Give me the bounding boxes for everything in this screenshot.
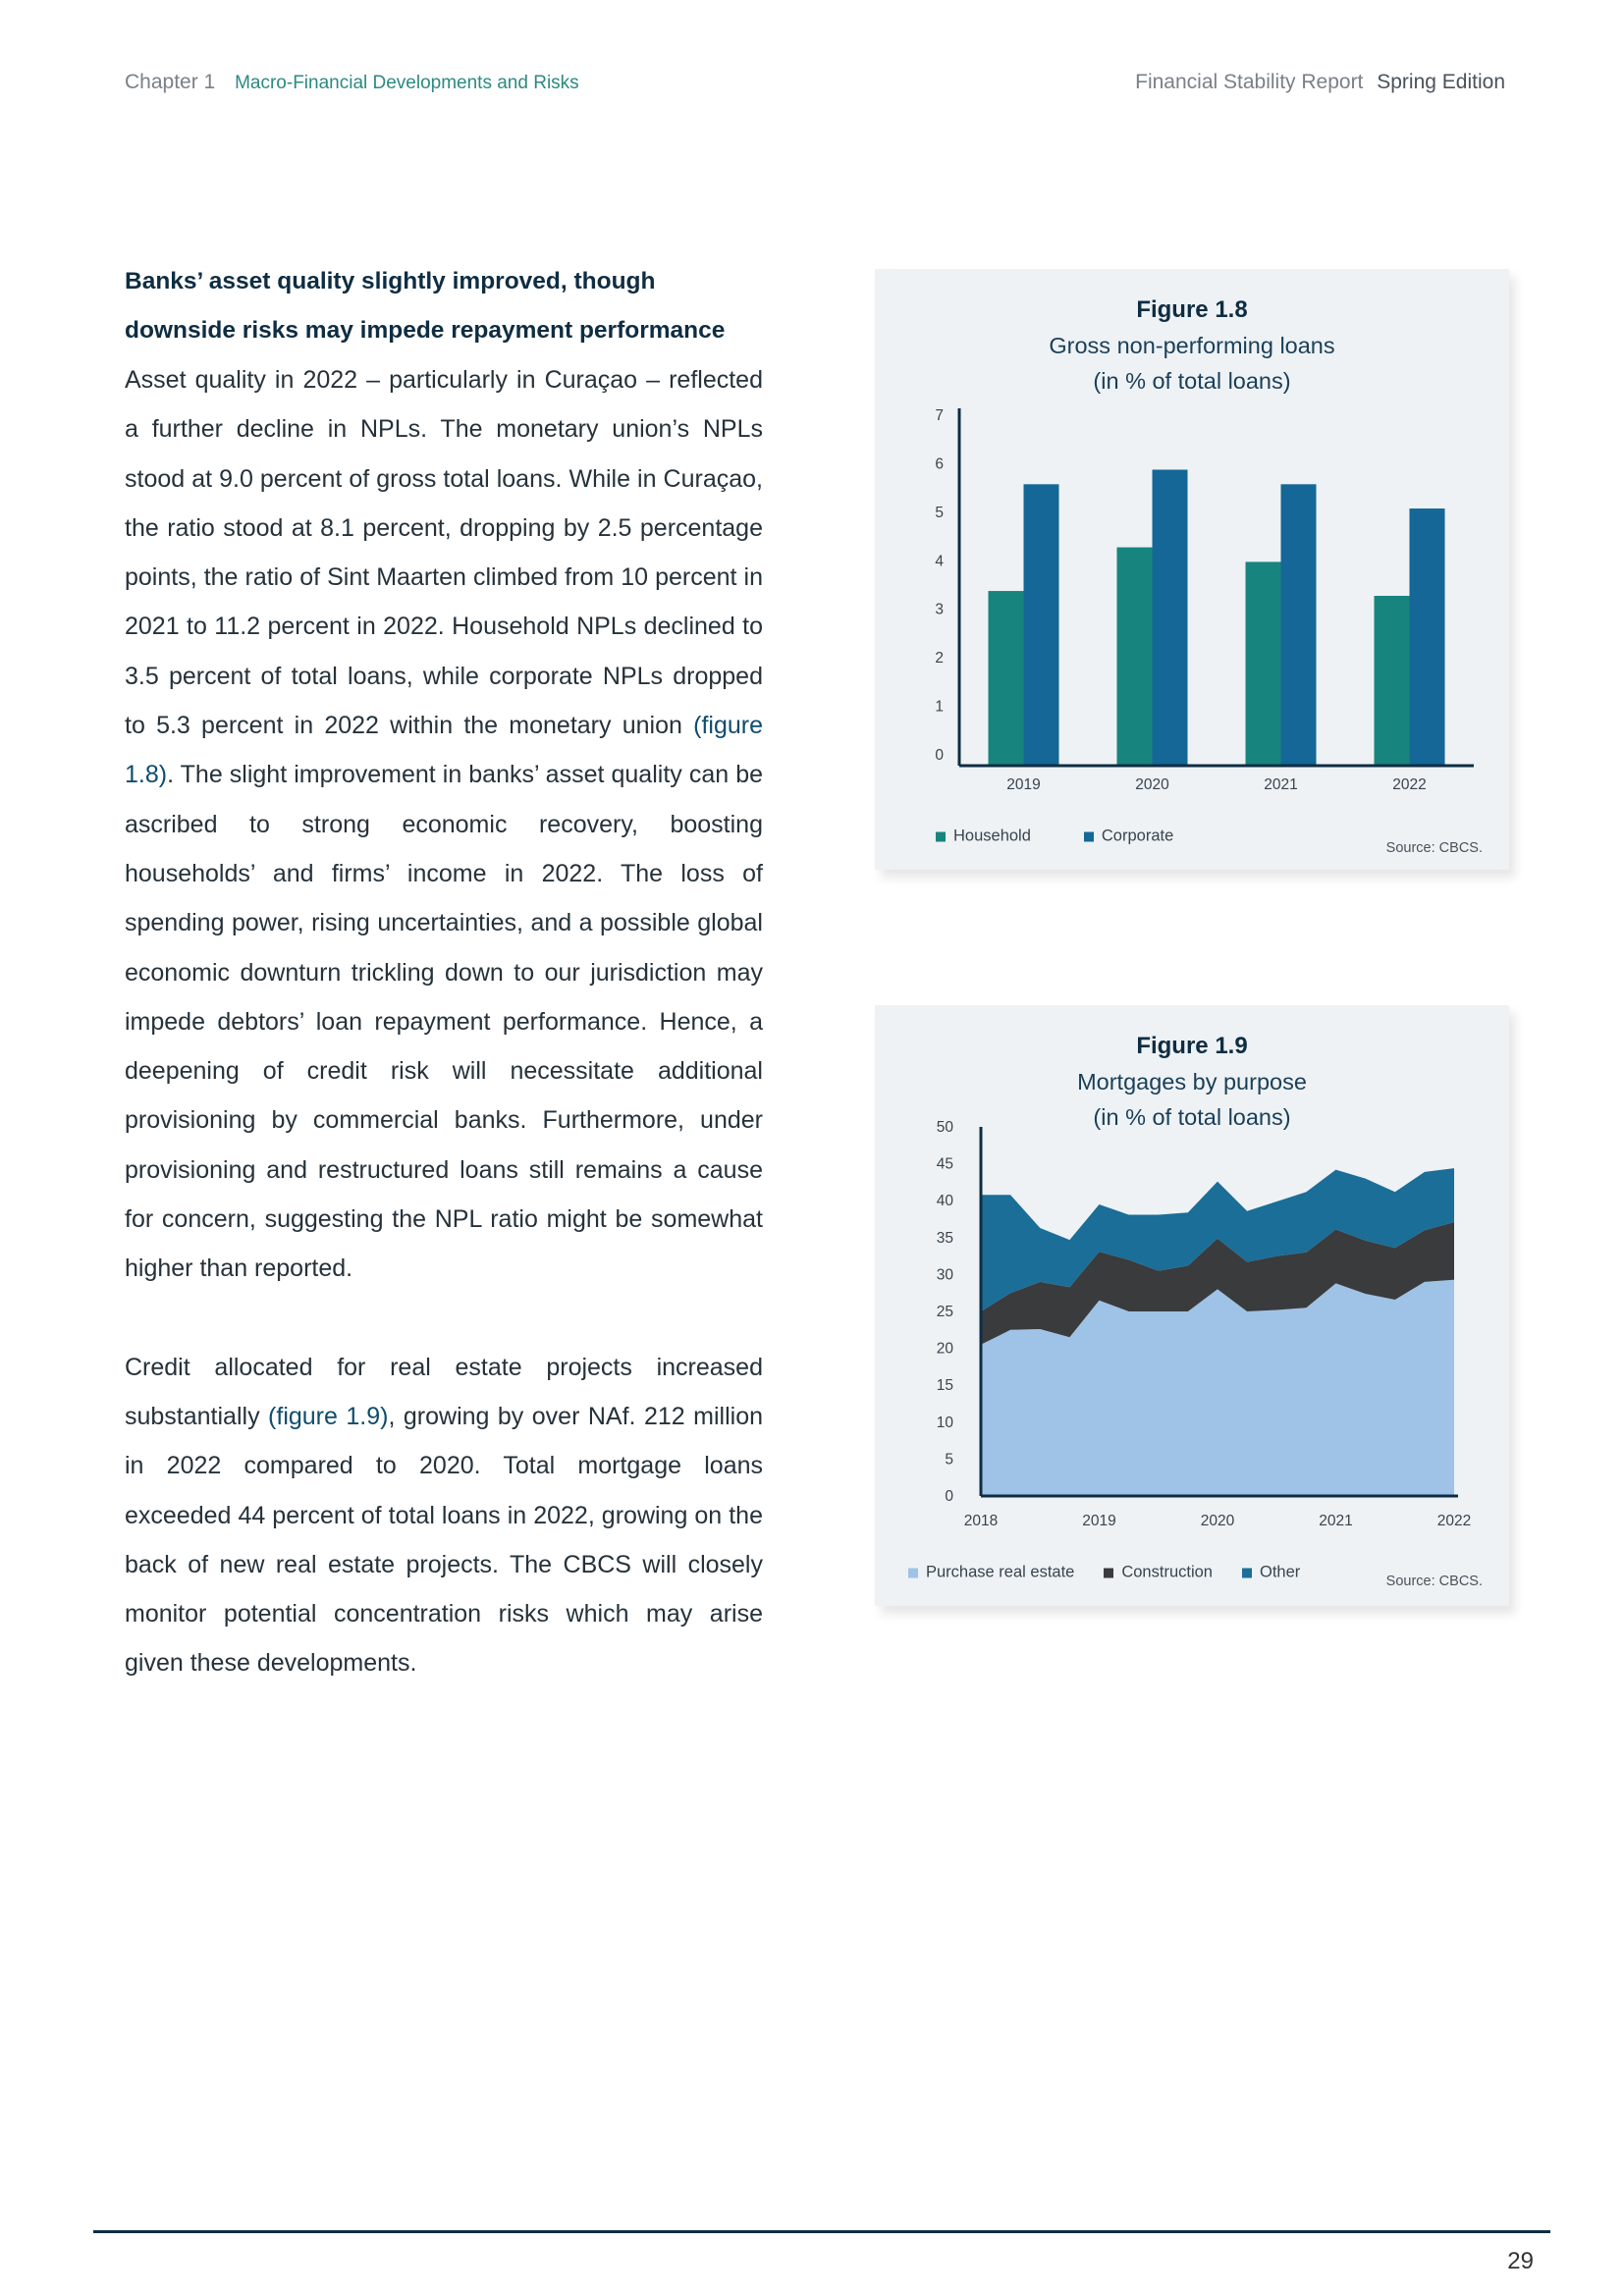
legend-label: Corporate: [1101, 827, 1174, 845]
paragraph-npl-text-b: . The slight improvement in banks’ asset quality can be ascribed to strong economic recovery, boosting households’ and firms’ income in 2022. The loss of spending power, rising uncertainties, and a possible global economic downturn trickling down to our jurisdiction may impede debtors’ loan repayment performance. Hence, a deepening of credit risk will necessitate additional provisioning by commercial banks. Furthermore, under provisioning and restructured loans still remains a cause for concern, suggesting the NPL ratio might be somewhat higher than reported.: [125, 761, 763, 1283]
mortgage-area-chart: [875, 1005, 1509, 1606]
paragraph-npl: [125, 355, 763, 1294]
figure-title-line2: (in % of total loans): [1093, 368, 1291, 394]
legend-swatch: [1242, 1568, 1252, 1577]
x-tick-label: 2018: [963, 1513, 999, 1529]
legend-swatch: [1104, 1568, 1113, 1577]
bar-corporate-2020: [1153, 469, 1188, 766]
bar-household-2021: [1246, 561, 1281, 766]
body-column: [125, 257, 763, 1688]
x-tick-label: 2022: [1392, 776, 1427, 793]
legend-item-household: [936, 828, 1031, 846]
y-tick-label: 3: [935, 601, 944, 618]
legend-item-corporate: [1084, 828, 1173, 846]
report-title: Financial Stability Report: [1135, 71, 1364, 93]
legend-swatch: [936, 831, 946, 841]
figure-1-9-source: Source: CBCS.: [1385, 1574, 1483, 1589]
bar-household-2020: [1117, 548, 1153, 766]
figure-1-8-panel: [875, 269, 1509, 870]
section-heading: Banks’ asset quality slightly improved, though downside risks may impede repayment performance: [125, 268, 726, 344]
x-tick-label: 2020: [1135, 776, 1169, 793]
page-number: 29: [1507, 2248, 1534, 2274]
edition-label: Spring Edition: [1377, 71, 1505, 93]
x-tick-label: 2019: [1082, 1513, 1116, 1529]
y-tick-label: 2: [935, 650, 944, 667]
y-tick-label: 7: [935, 407, 944, 424]
x-tick-label: 2020: [1200, 1513, 1235, 1529]
figure-1-9-panel: [875, 1005, 1509, 1606]
legend-label: Purchase real estate: [926, 1563, 1075, 1581]
section-label: Macro-Financial Developments and Risks: [235, 73, 579, 93]
figure-1-9-legend: [908, 1564, 1300, 1582]
chapter-label: Chapter 1: [125, 71, 216, 93]
paragraph-npl-text-a: Asset quality in 2022 – particularly in Curaçao – reflected a further decline in NPLs. The monetary union’s NPLs stood at 9.0 percent of gross total loans. While in Curaçao, the ratio stood at 8.1 percent, dropping by 2.5 percentage points, the ratio of Sint Maarten climbed from 10 percent in 2021 to 11.2 percent in 2022. Household NPLs declined to 3.5 percent of total loans, while corporate NPLs dropped to 5.3 percent in 2022 within the monetary union: [125, 366, 763, 740]
y-tick-label: 45: [936, 1155, 953, 1173]
y-tick-label: 40: [936, 1193, 953, 1210]
figure-1-8-legend: [936, 828, 1226, 846]
x-tick-label: 2022: [1436, 1513, 1472, 1529]
figure-title-line2: (in % of total loans): [1093, 1104, 1291, 1130]
y-tick-label: 0: [935, 747, 944, 764]
figure-number: Figure 1.9: [1136, 1033, 1248, 1059]
paragraph-re-text-a: Credit allocated for real estate projects increased substantially: [125, 1353, 763, 1430]
y-tick-label: 5: [935, 504, 944, 521]
y-tick-label: 5: [945, 1451, 953, 1468]
y-tick-label: 50: [936, 1119, 953, 1136]
figure-1-8-source: Source: CBCS.: [1385, 840, 1483, 856]
bar-household-2019: [989, 591, 1024, 766]
legend-swatch: [908, 1568, 918, 1577]
x-tick-label: 2021: [1264, 776, 1298, 793]
figure-title-line1: Mortgages by purpose: [1077, 1069, 1307, 1095]
y-tick-label: 0: [945, 1488, 953, 1505]
figure-title-line1: Gross non-performing loans: [1049, 333, 1335, 358]
legend-item-construction: [1104, 1564, 1213, 1582]
x-tick-label: 2021: [1319, 1513, 1353, 1529]
bar-corporate-2021: [1281, 484, 1317, 766]
figure-number: Figure 1.8: [1136, 296, 1248, 323]
figure-1-8-link[interactable]: (figure 1.8): [125, 712, 763, 789]
legend-item-purchase: [908, 1564, 1074, 1582]
y-tick-label: 35: [936, 1229, 953, 1247]
bar-corporate-2022: [1410, 508, 1445, 766]
y-tick-label: 10: [936, 1414, 953, 1431]
bar-household-2022: [1375, 596, 1410, 766]
bar-corporate-2019: [1024, 484, 1059, 766]
legend-swatch: [1084, 831, 1094, 841]
y-tick-label: 25: [936, 1304, 953, 1320]
paragraph-real-estate: [125, 1343, 763, 1688]
legend-label: Other: [1259, 1563, 1301, 1581]
running-header-left: [125, 71, 579, 94]
y-tick-label: 20: [936, 1340, 953, 1358]
figure-1-9-link[interactable]: (figure 1.9): [268, 1402, 389, 1430]
y-tick-label: 30: [936, 1266, 953, 1284]
legend-label: Household: [953, 827, 1031, 845]
footer-rule: [93, 2230, 1550, 2233]
npl-bar-chart: [875, 269, 1509, 870]
legend-item-other: [1242, 1564, 1300, 1582]
x-tick-label: 2019: [1006, 776, 1041, 793]
y-tick-label: 4: [935, 553, 944, 570]
y-tick-label: 6: [935, 455, 944, 473]
paragraph-re-text-b: , growing by over NAf. 212 million in 2022 compared to 2020. Total mortgage loans exceeded 44 percent of total loans in 2022, growing on the back of new real estate projects. The CBCS will closely monitor potential concentration risks which may arise given these developments.: [125, 1402, 763, 1678]
legend-label: Construction: [1121, 1563, 1213, 1581]
y-tick-label: 15: [936, 1377, 953, 1395]
y-tick-label: 1: [935, 698, 944, 716]
running-header-right: [1135, 71, 1505, 94]
